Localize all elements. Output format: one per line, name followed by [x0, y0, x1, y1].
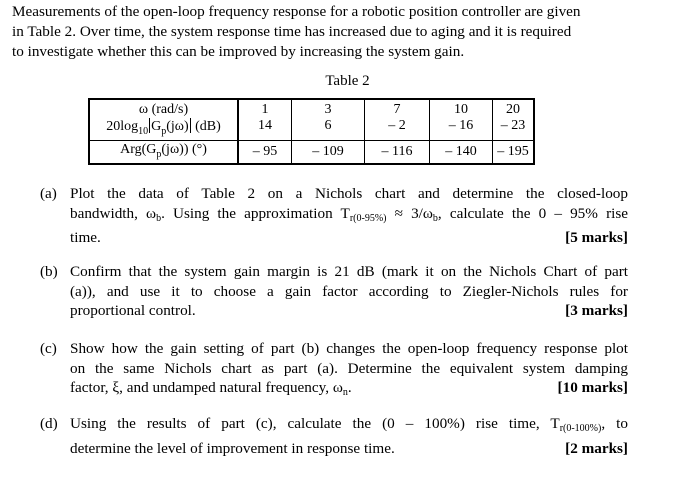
- text-fragment: , to: [601, 415, 628, 432]
- subscript: b: [432, 212, 438, 224]
- text-fragment: , calculate the 0 – 95% rise: [437, 204, 628, 222]
- phase-label-prefix: Arg(G: [120, 141, 157, 157]
- table-cell: – 116: [365, 140, 430, 163]
- text-fragment: ≈ 3/ω: [386, 204, 433, 222]
- table-row-gain: [89, 118, 534, 140]
- question-line: [70, 439, 628, 459]
- question-line: [70, 378, 628, 403]
- text-fragment: factor, ξ, and undamped natural frequency, ω: [70, 379, 343, 396]
- marks-label: [5 marks]: [565, 229, 628, 246]
- frequency-response-table: [88, 98, 535, 165]
- row-label-phase: [89, 140, 238, 163]
- question-line: on the same Nichols chart as part (a). Determine the equivalent system damping: [70, 359, 628, 377]
- marks-label: [10 marks]: [557, 379, 628, 396]
- question-line: Show how the gain setting of part (b) changes the open-loop frequency response plot: [70, 340, 628, 357]
- question-line: [70, 301, 628, 321]
- question-label: (b): [40, 263, 58, 280]
- gain-label-sub2: p: [161, 125, 167, 137]
- text-fragment: determine the level of improvement in response time.: [70, 439, 395, 457]
- table-row-omega: [89, 99, 534, 118]
- table-cell: – 109: [292, 140, 365, 163]
- intro-line: in Table 2. Over time, the system response time has increased due to aging and it is required: [12, 23, 572, 40]
- table-cell: 14: [238, 118, 292, 140]
- subscript: r(0-95%): [349, 212, 387, 224]
- question-line: Confirm that the system gain margin is 21 dB (mark it on the Nichols Chart of part: [70, 263, 628, 280]
- text-fragment: . Using the approximation T: [161, 204, 350, 222]
- table-cell: 1: [238, 99, 292, 118]
- question-label: (a): [40, 185, 57, 202]
- question-a: [40, 184, 640, 244]
- question-line: [70, 204, 628, 229]
- intro-line: Measurements of the open-loop frequency response for a robotic position controller are given: [12, 3, 581, 20]
- question-d: [40, 414, 640, 458]
- text-fragment: Using the results of part (c), calculate the (0 – 100%) rise time, T: [70, 415, 560, 432]
- table-cell: – 16: [430, 118, 493, 140]
- question-line: [70, 414, 628, 439]
- subscript: n: [342, 387, 348, 398]
- table-cell: – 195: [493, 140, 535, 163]
- question-line: Plot the data of Table 2 on a Nichols chart and determine the closed-loop: [70, 185, 628, 202]
- table-cell: 6: [292, 118, 365, 140]
- gain-label-arg: (jω): [166, 119, 189, 134]
- phase-label-sub: p: [156, 148, 162, 160]
- marks-label: [2 marks]: [565, 439, 628, 457]
- row-label-gain: [89, 118, 238, 140]
- question-c: [40, 339, 640, 399]
- text-fragment: time.: [70, 229, 101, 246]
- question-label: (d): [40, 415, 58, 432]
- gain-label-unit: (dB): [195, 119, 221, 134]
- subscript: b: [156, 212, 162, 224]
- table-cell: 3: [292, 99, 365, 118]
- marks-label: [3 marks]: [565, 302, 628, 319]
- row-label-omega: ω (rad/s): [89, 99, 238, 118]
- question-line: (a)), and use it to choose a gain factor according to Ziegler-Nichols rules for: [70, 282, 628, 300]
- question-b: [40, 262, 640, 322]
- table-cell: – 140: [430, 140, 493, 163]
- gain-label-sub: 10: [138, 125, 149, 137]
- table-row-phase: [89, 140, 534, 163]
- table-cell: – 2: [365, 118, 430, 140]
- intro-line: to investigate whether this can be improved by increasing the system gain.: [12, 43, 465, 60]
- subscript: r(0-100%): [559, 423, 602, 434]
- gain-label-g: G: [151, 119, 162, 134]
- intro-paragraph: [12, 2, 662, 62]
- question-label: (c): [40, 340, 57, 357]
- table-cell: – 95: [238, 140, 292, 163]
- table-cell: 7: [365, 99, 430, 118]
- text-fragment: bandwidth, ω: [70, 204, 157, 222]
- text-fragment: .: [347, 379, 352, 396]
- table-cell: – 23: [493, 118, 535, 140]
- table-cell: 10: [430, 99, 493, 118]
- phase-label-rest: (jω)) (°): [161, 141, 207, 157]
- gain-label-prefix: 20log: [106, 119, 139, 134]
- table-caption: Table 2: [325, 73, 370, 89]
- question-line: [70, 228, 628, 248]
- text-fragment: proportional control.: [70, 302, 196, 319]
- table-cell: 20: [493, 99, 535, 118]
